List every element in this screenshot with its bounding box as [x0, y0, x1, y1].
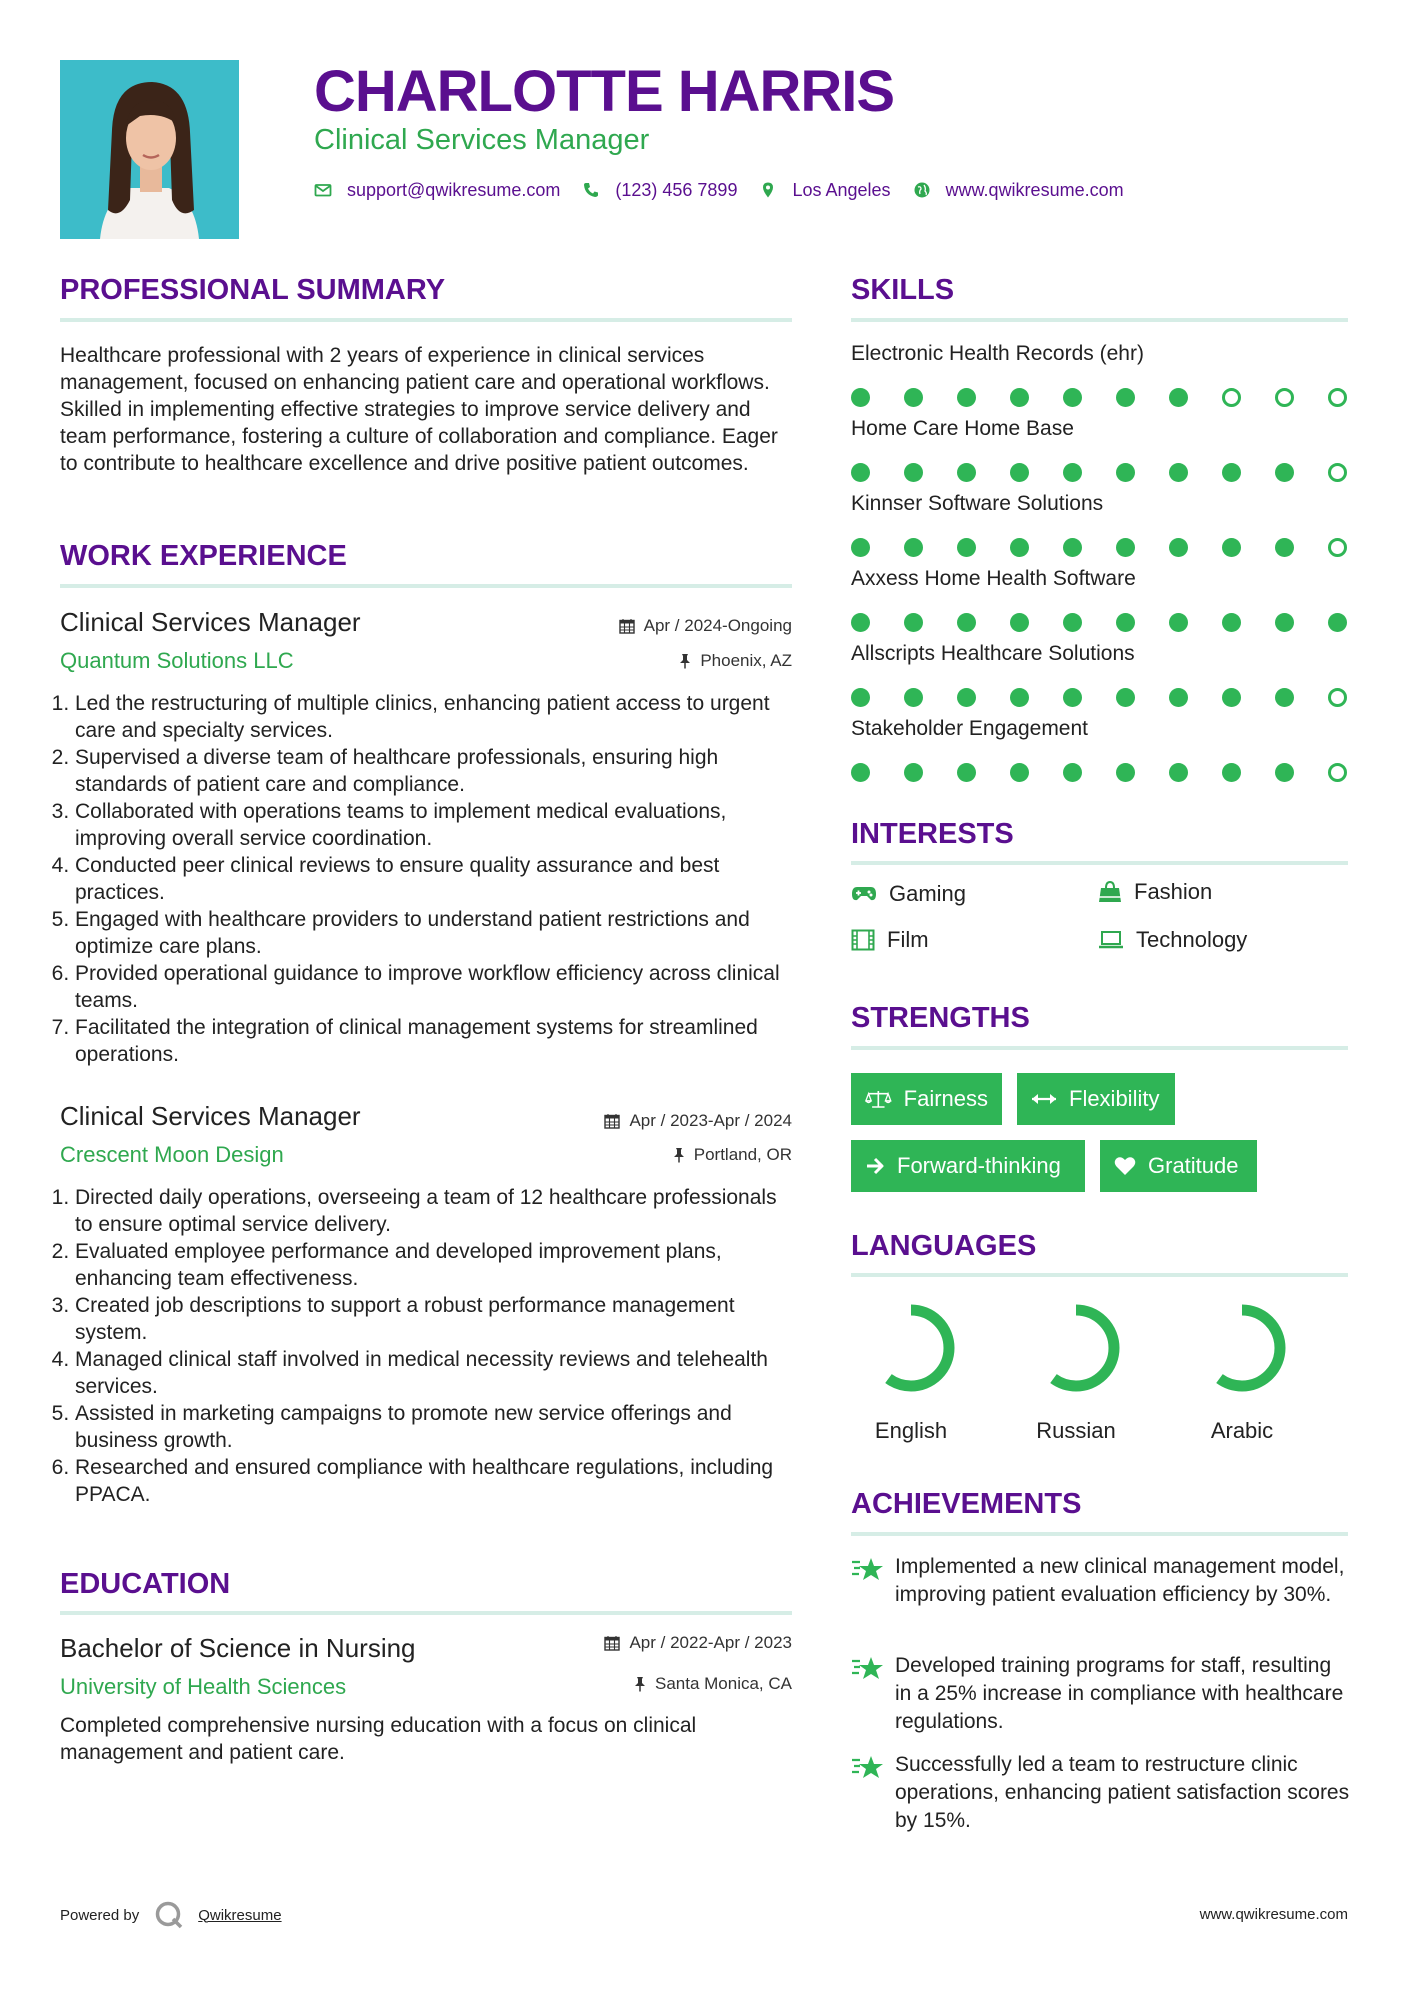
skill-item [851, 342, 1348, 408]
rating-dot-filled [1169, 388, 1188, 407]
rating-dot-filled [1010, 463, 1029, 482]
strength-label: Flexibility [1069, 1086, 1160, 1111]
contact-website[interactable]: www.qwikresume.com [945, 179, 1124, 200]
rating-dot-filled [1169, 613, 1188, 632]
rating-dot-filled [1275, 463, 1294, 482]
rating-dot-filled [957, 688, 976, 707]
rating-dot-filled [1222, 463, 1241, 482]
rating-dot-filled [957, 538, 976, 557]
shopping-bag-icon [1098, 881, 1122, 903]
powered-by-label: Powered by [60, 1906, 140, 1924]
job-company: Quantum Solutions LLC [60, 648, 294, 673]
skill-rating [851, 613, 1348, 633]
rating-dot-filled [1063, 688, 1082, 707]
strength-gratitude [1100, 1140, 1257, 1192]
trophy-star-icon [851, 1556, 885, 1584]
rating-dot-filled [904, 538, 923, 557]
education-dates [604, 1633, 792, 1653]
school-name: University of Health Sciences [60, 1674, 347, 1699]
rating-dot-filled [1063, 463, 1082, 482]
rating-dot-filled [957, 463, 976, 482]
rating-dot-filled [1169, 538, 1188, 557]
education-location [634, 1674, 792, 1694]
achievement-item [851, 1553, 1351, 1609]
profile-photo-illustration [60, 60, 239, 239]
interest-fashion [1098, 879, 1212, 905]
list-item: 2. Supervised a diverse team of healthcare professionals, ensuring high standards of patient care and compliance. [75, 744, 796, 798]
education-dates-text: Apr / 2022-Apr / 2023 [629, 1633, 792, 1652]
contact-phone[interactable]: (123) 456 7899 [615, 179, 738, 200]
skill-item [851, 492, 1348, 558]
rating-dot-filled [851, 388, 870, 407]
experience-divider [60, 584, 792, 588]
rating-dot-empty [1222, 388, 1241, 407]
rating-dot-filled [1010, 388, 1029, 407]
rating-dot-filled [1169, 688, 1188, 707]
job-location-text: Portland, OR [693, 1145, 792, 1164]
rating-dot-filled [1116, 538, 1135, 557]
language-level-arc [1204, 1310, 1280, 1386]
calendar-icon [619, 618, 635, 634]
interest-technology [1098, 927, 1247, 953]
strength-fairness [851, 1073, 1002, 1125]
skill-item [851, 642, 1348, 708]
footer-powered-by [60, 1900, 282, 1930]
arrow-right-icon [865, 1156, 885, 1176]
rating-dot-filled [904, 688, 923, 707]
experience-heading: WORK EXPERIENCE [60, 540, 347, 572]
rating-dot-filled [1275, 538, 1294, 557]
rating-dot-filled [1222, 613, 1241, 632]
job-responsibilities [56, 1184, 796, 1508]
calendar-icon [604, 1113, 620, 1129]
strengths-heading: STRENGTHS [851, 1002, 1030, 1034]
summary-heading: PROFESSIONAL SUMMARY [60, 274, 446, 306]
rating-dot-filled [851, 613, 870, 632]
skills-divider [851, 318, 1348, 322]
language-item [841, 1300, 981, 1444]
rating-dot-filled [904, 613, 923, 632]
education-heading: EDUCATION [60, 1568, 231, 1600]
skill-rating [851, 763, 1348, 783]
phone-icon [582, 181, 600, 199]
rating-dot-filled [1116, 688, 1135, 707]
list-item: 5. Assisted in marketing campaigns to promote new service offerings and business growth. [75, 1400, 796, 1454]
education-location-text: Santa Monica, CA [654, 1674, 792, 1693]
rating-dot-filled [1116, 613, 1135, 632]
languages-heading: LANGUAGES [851, 1230, 1037, 1262]
language-level-ring [863, 1300, 959, 1396]
list-item: 5. Engaged with healthcare providers to understand patient restrictions and optimize care plans. [75, 906, 796, 960]
skill-rating [851, 463, 1348, 483]
strength-flexibility [1017, 1073, 1175, 1125]
rating-dot-filled [957, 613, 976, 632]
list-item: 4. Conducted peer clinical reviews to ensure quality assurance and best practices. [75, 852, 796, 906]
rating-dot-filled [1222, 538, 1241, 557]
job-location [673, 1145, 792, 1165]
interest-label: Fashion [1134, 879, 1213, 904]
language-name: English [874, 1418, 948, 1443]
rating-dot-empty [1328, 463, 1347, 482]
achievement-text: Successfully led a team to restructure clinic operations, enhancing patient satisfaction scores by 15%. [895, 1753, 1350, 1832]
trophy-star-icon [851, 1655, 885, 1683]
achievement-text: Implemented a new clinical management model, improving patient evaluation efficiency by 30%. [895, 1555, 1345, 1606]
job-location [679, 651, 792, 671]
rating-dot-filled [1222, 688, 1241, 707]
list-item: 4. Managed clinical staff involved in medical necessity reviews and telehealth services. [75, 1346, 796, 1400]
rating-dot-filled [1063, 763, 1082, 782]
qwikresume-link[interactable]: Qwikresume [198, 1906, 282, 1924]
rating-dot-filled [851, 763, 870, 782]
education-description: Completed comprehensive nursing education with a focus on clinical management and patient care. [60, 1714, 697, 1764]
rating-dot-empty [1275, 388, 1294, 407]
list-item: 1. Led the restructuring of multiple clinics, enhancing patient access to urgent care and specialty services. [75, 690, 796, 744]
rating-dot-filled [1275, 688, 1294, 707]
language-name: Russian [1036, 1418, 1116, 1443]
interest-gaming [851, 881, 966, 907]
contact-location: Los Angeles [792, 179, 891, 200]
job-title: Clinical Services Manager [60, 1101, 361, 1131]
footer-website[interactable]: www.qwikresume.com [1199, 1906, 1348, 1923]
list-item: 3. Collaborated with operations teams to implement medical evaluations, improving overall service coordination. [75, 798, 796, 852]
skill-rating [851, 688, 1348, 708]
rating-dot-filled [1222, 763, 1241, 782]
rating-dot-filled [904, 463, 923, 482]
degree-title: Bachelor of Science in Nursing [60, 1633, 416, 1663]
pushpin-icon [634, 1676, 646, 1692]
rating-dot-empty [1328, 388, 1347, 407]
gamepad-icon [851, 885, 877, 903]
strength-label: Gratitude [1148, 1153, 1239, 1178]
profile-photo [60, 60, 239, 239]
rating-dot-empty [1328, 763, 1347, 782]
rating-dot-filled [957, 763, 976, 782]
rating-dot-filled [1169, 763, 1188, 782]
interest-label: Gaming [889, 881, 967, 906]
language-name: Arabic [1210, 1418, 1274, 1443]
map-marker-icon [759, 181, 777, 199]
language-item [1172, 1300, 1312, 1444]
skill-item [851, 567, 1348, 633]
pushpin-icon [679, 653, 691, 669]
trophy-star-icon [851, 1754, 885, 1782]
job-dates-text: Apr / 2023-Apr / 2024 [629, 1111, 792, 1130]
language-item [1006, 1300, 1146, 1444]
rating-dot-filled [1063, 388, 1082, 407]
skill-name: Stakeholder Engagement [851, 717, 1088, 740]
job-responsibilities [56, 690, 796, 1068]
rating-dot-filled [1328, 613, 1347, 632]
rating-dot-filled [904, 763, 923, 782]
skill-name: Allscripts Healthcare Solutions [851, 642, 1135, 665]
rating-dot-filled [851, 688, 870, 707]
rating-dot-empty [1328, 538, 1347, 557]
language-level-ring [1194, 1300, 1290, 1396]
education-divider [60, 1611, 792, 1615]
list-item: 3. Created job descriptions to support a robust performance management system. [75, 1292, 796, 1346]
skills-heading: SKILLS [851, 274, 955, 306]
rating-dot-filled [1010, 613, 1029, 632]
rating-dot-filled [957, 388, 976, 407]
laptop-icon [1098, 930, 1124, 950]
job-title: Clinical Services Manager [60, 607, 361, 637]
job-dates [619, 616, 792, 636]
interest-label: Film [887, 927, 929, 952]
strengths-divider [851, 1046, 1348, 1050]
job-dates [604, 1111, 792, 1131]
achievement-text: Developed training programs for staff, resulting in a 25% increase in compliance with healthcare regulations. [895, 1654, 1344, 1733]
candidate-title: Clinical Services Manager [314, 124, 650, 156]
interests-heading: INTERESTS [851, 818, 1014, 850]
envelope-icon [314, 181, 332, 199]
rating-dot-filled [851, 463, 870, 482]
rating-dot-filled [904, 388, 923, 407]
balance-scale-icon [865, 1088, 892, 1110]
achievement-item [851, 1751, 1351, 1835]
list-item: 7. Facilitated the integration of clinical management systems for streamlined operations. [75, 1014, 796, 1068]
rating-dot-filled [1010, 538, 1029, 557]
strength-label: Fairness [903, 1086, 988, 1111]
rating-dot-filled [1010, 763, 1029, 782]
list-item: 6. Researched and ensured compliance with healthcare regulations, including PPACA. [75, 1454, 796, 1508]
rating-dot-filled [1169, 463, 1188, 482]
job-dates-text: Apr / 2024-Ongoing [643, 616, 792, 635]
candidate-name: CHARLOTTE HARRIS [314, 59, 895, 124]
skill-name: Axxess Home Health Software [851, 567, 1136, 590]
achievements-heading: ACHIEVEMENTS [851, 1488, 1082, 1520]
rating-dot-filled [1116, 763, 1135, 782]
list-item: 1. Directed daily operations, overseeing a team of 12 healthcare professionals to ensure optimal service delivery. [75, 1184, 796, 1238]
list-item: 2. Evaluated employee performance and developed improvement plans, enhancing team effectiveness. [75, 1238, 796, 1292]
language-level-arc [873, 1310, 949, 1386]
skill-rating [851, 538, 1348, 558]
list-item: 6. Provided operational guidance to improve workflow efficiency across clinical teams. [75, 960, 796, 1014]
job-company: Crescent Moon Design [60, 1142, 284, 1167]
skill-name: Home Care Home Base [851, 417, 1074, 440]
skill-item [851, 717, 1348, 783]
rating-dot-filled [1116, 463, 1135, 482]
rating-dot-filled [1010, 688, 1029, 707]
calendar-icon [604, 1635, 620, 1651]
rating-dot-filled [1063, 538, 1082, 557]
strength-label: Forward-thinking [897, 1153, 1061, 1178]
strength-forward-thinking [851, 1140, 1085, 1192]
rating-dot-filled [1063, 613, 1082, 632]
summary-text: Healthcare professional with 2 years of experience in clinical services management, focused on enhancing patient care and operational workflows. Skilled in implementing effective strategies to improve service delivery and team performance, fostering a culture of collaboration and compliance. Eager to contribute to healthcare excellence and drive positive patient outcomes. [60, 344, 778, 475]
skill-name: Electronic Health Records (ehr) [851, 342, 1144, 365]
language-level-ring [1028, 1300, 1124, 1396]
interests-divider [851, 861, 1348, 865]
skill-item [851, 417, 1348, 483]
arrows-horizontal-icon [1031, 1092, 1057, 1106]
skill-name: Kinnser Software Solutions [851, 492, 1104, 515]
contact-email[interactable]: support@qwikresume.com [347, 179, 561, 200]
interest-label: Technology [1136, 927, 1248, 952]
film-icon [851, 929, 875, 951]
heart-icon [1114, 1156, 1136, 1176]
rating-dot-filled [1275, 763, 1294, 782]
rating-dot-filled [851, 538, 870, 557]
achievement-item [851, 1652, 1351, 1736]
rating-dot-empty [1328, 688, 1347, 707]
contact-bar [314, 178, 1146, 202]
skill-rating [851, 388, 1348, 408]
summary-divider [60, 318, 792, 322]
achievements-divider [851, 1532, 1348, 1536]
interest-film [851, 927, 929, 953]
rating-dot-filled [1275, 613, 1294, 632]
job-location-text: Phoenix, AZ [700, 651, 792, 670]
qwikresume-logo-icon [154, 1900, 184, 1930]
globe-icon [913, 181, 931, 199]
language-level-arc [1038, 1310, 1114, 1386]
rating-dot-filled [1116, 388, 1135, 407]
pushpin-icon [673, 1147, 685, 1163]
languages-divider [851, 1273, 1348, 1277]
